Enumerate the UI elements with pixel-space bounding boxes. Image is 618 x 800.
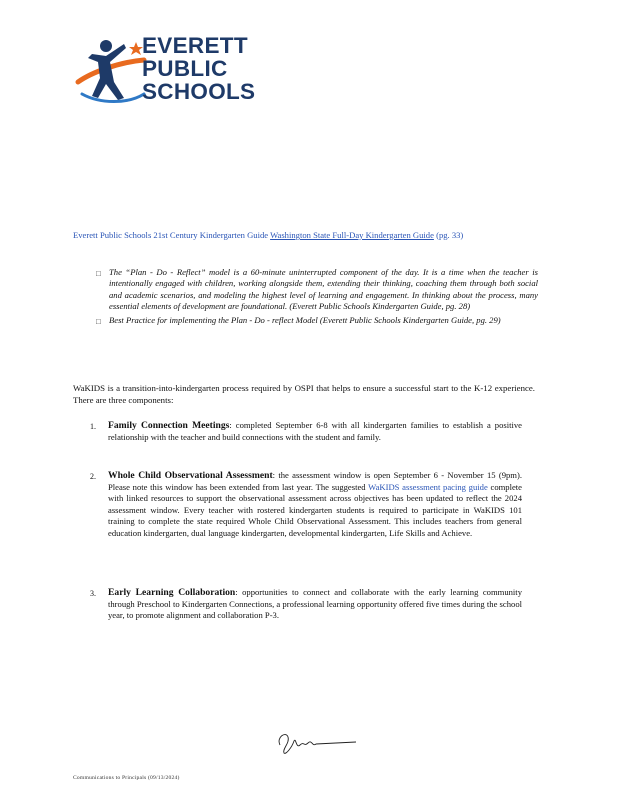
bullet-text: Best Practice for implementing the Plan - Do - reflect Model (Everett Public Schools Kindergarten Guide, pg. 29) [109, 315, 501, 326]
wakids-pacing-guide-link[interactable]: WaKIDS assessment pacing guide [368, 481, 488, 492]
logo-word: SCHOOLS [142, 79, 256, 104]
bullet-list [96, 267, 538, 329]
handwritten-signature [274, 727, 358, 757]
kindergarten-guide-link[interactable]: Everett Public Schools 21st Century Kindergarten Guide [73, 230, 269, 240]
component-text: : completed September 6-8 with all kindergarten families to establish a positive relationship with the teacher and build connections with the student and family. [108, 420, 522, 442]
logo-figure-head [100, 40, 112, 52]
component-text: complete with linked resources to support the observational assessment across objectives has been updated to reflect the 2024 assessment window. Every teacher with rostered kindergarten students is required to participate in WaKIDS 101 training to complete the state required Whole Child Observational Assessment. This includes teachers from general education kindergarten, dual language kindergarten, developmental kindergarten, Life Skills and Achieve. [108, 481, 522, 538]
logo-word: EVERETT [142, 33, 248, 58]
logo-word: PUBLIC [142, 56, 228, 81]
logo-wordmark [142, 34, 255, 103]
component-body [108, 420, 522, 443]
component-body [108, 587, 522, 622]
bullet-marker-icon: □ [96, 317, 101, 327]
component-number: 1. [90, 422, 96, 431]
bullet-item [96, 315, 538, 326]
component-text: : opportunities to connect and collaborate with the early learning community through Preschool to Kindergarten Connections, a professional learning opportunity offered five times during the school year, to promote alignment and collaboration P-3. [108, 587, 522, 621]
component-item [90, 420, 522, 443]
component-item [90, 470, 522, 540]
bullet-marker-icon: □ [96, 269, 101, 278]
component-text: : the assessment window is open September 6 - November 15 (9pm). Please note this window has been extended from last year. The suggested [108, 470, 522, 492]
intro-links [73, 229, 523, 242]
footer-note: Communications to Principals (09/13/2024) [73, 775, 180, 781]
component-title: Whole Child Observational Assessment [108, 470, 273, 481]
component-item [90, 587, 522, 622]
full-day-kindergarten-guide-link[interactable]: Washington State Full-Day Kindergarten Guide [270, 230, 434, 240]
component-title: Family Connection Meetings [108, 420, 230, 431]
component-title: Early Learning Collaboration [108, 587, 236, 598]
wakids-paragraph: WaKIDS is a transition-into-kindergarten process required by OSPI that helps to ensure a successful start to the K-12 experience. There are three components: [73, 383, 535, 405]
logo-orange-star [129, 42, 143, 55]
logo-blue-swoosh [82, 94, 144, 102]
component-number: 3. [90, 589, 96, 598]
bullet-item [96, 267, 538, 312]
page-reference: (pg. 33) [436, 230, 464, 240]
component-body [108, 470, 522, 540]
bullet-text: The “Plan - Do - Reflect” model is a 60-minute uninterrupted component of the day. It is a time when the teacher is intentionally engaged with children, working alongside them, extending their thinking, coaching them through both social and academic scenarios, and modeling the highest level of learning and engagement. In thinking about the process, many essential elements of development are foundational. (Everett Public Schools Kindergarten Guide, pg. 28) [109, 267, 538, 311]
component-number: 2. [90, 472, 96, 481]
